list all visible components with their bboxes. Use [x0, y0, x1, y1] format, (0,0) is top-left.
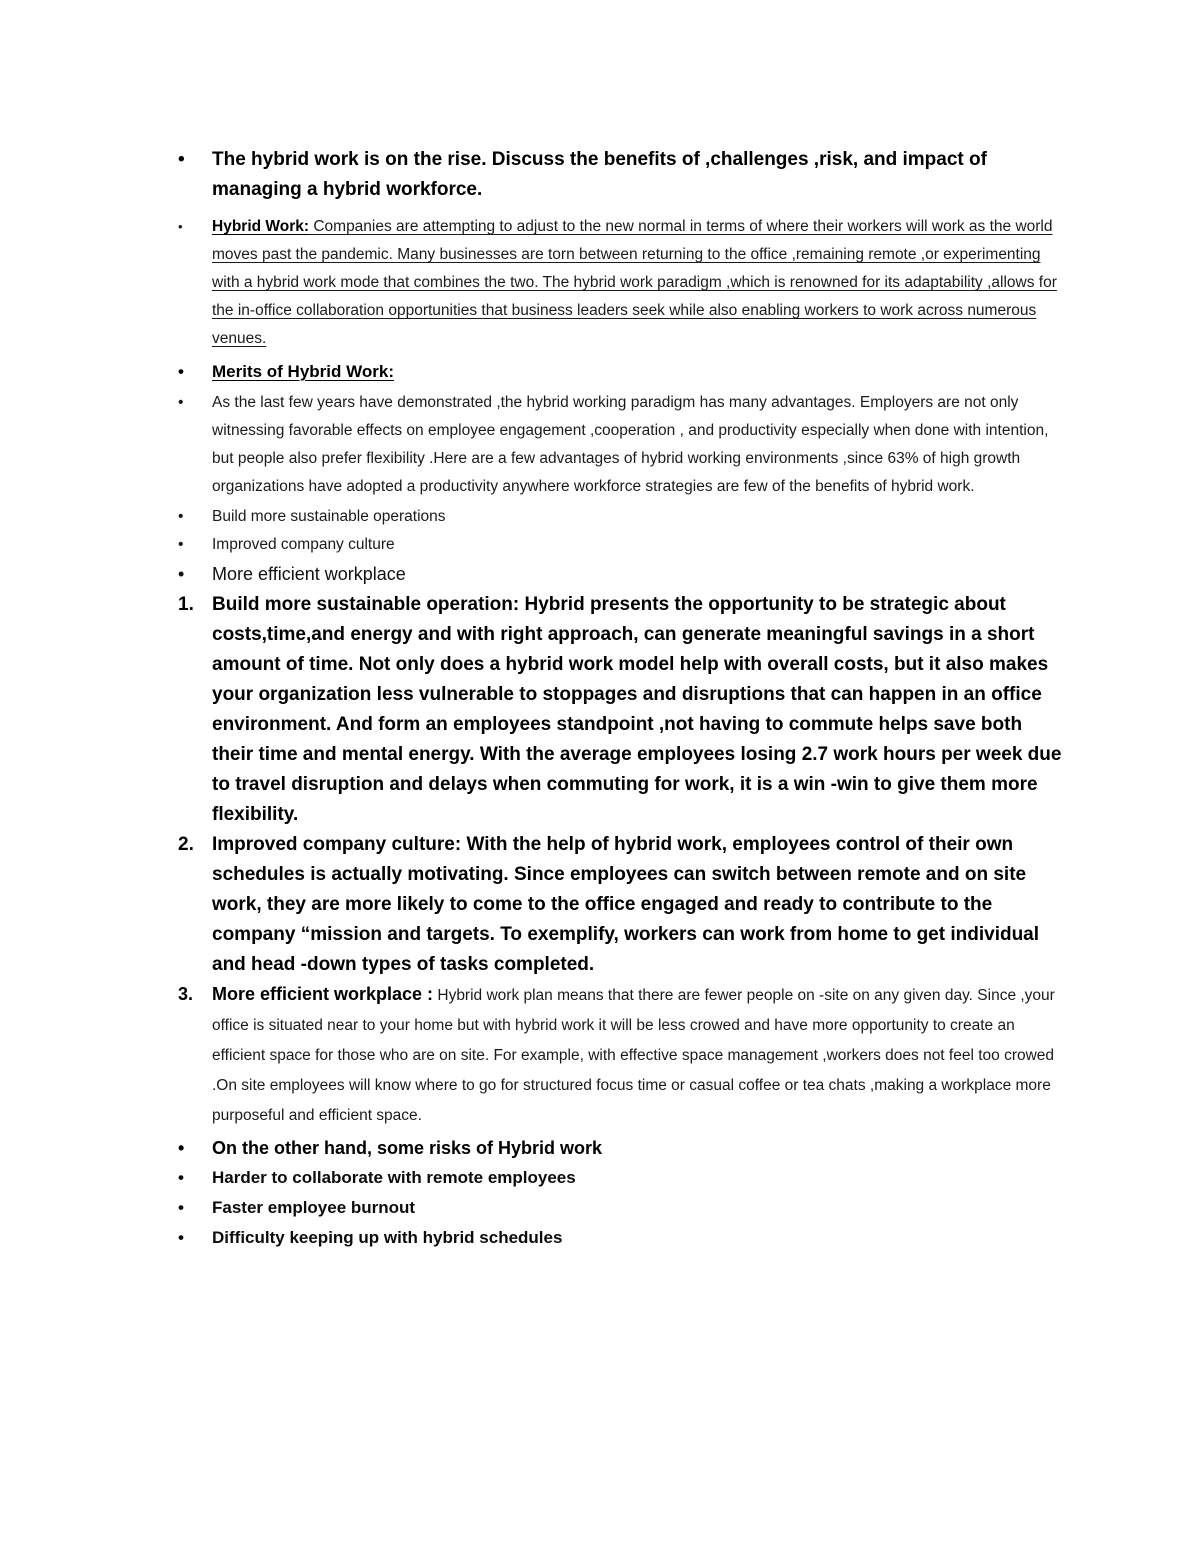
question-text: The hybrid work is on the rise. Discuss the benefits of ,challenges ,risk, and impact of managing a hybrid workforce.: [212, 149, 987, 200]
hybrid-work-text: Companies are attempting to adjust to the new normal in terms of where their workers will work as the world moves past the pandemic. Many businesses are torn between returning to the office ,remaining remote ,or experimenting with a hybrid work mode that combines the two. The hybrid work paradigm ,which is renowned for its adaptability ,allows for the in-office collaboration opportunities that business leaders seek while also enabling workers to work across numerous venues.: [212, 218, 1057, 347]
list-number: 2.: [178, 834, 194, 855]
risk-bullet-text: Harder to collaborate with remote employees: [212, 1168, 576, 1187]
list-number: 3.: [178, 984, 194, 1004]
numbered-item-text: With the help of hybrid work, employees control of their own schedules is actually motivating. Since employees can switch between remote and on site work, they are more likely to come to the office engaged and ready to contribute to the company “mission and targets. To exemplify, workers can work from home to get individual and head -down types of tasks completed.: [212, 834, 1040, 975]
bullet-icon: •: [178, 362, 184, 381]
merits-heading: [178, 358, 1062, 386]
bullet-icon: •: [178, 219, 183, 234]
bullet-icon: •: [178, 394, 184, 411]
risks-heading: [178, 1133, 1062, 1163]
merits-intro-text: As the last few years have demonstrated ,the hybrid working paradigm has many advantages. Employers are not only witnessing favorable effects on employee engagement ,cooperation , and productivity especially when done with intention, but people also prefer flexibility .Here are a few advantages of hybrid working environments ,since 63% of high growth organizations have adopted a productivity anywhere workforce strategies are few of the benefits of hybrid work.: [212, 394, 1049, 495]
numbered-item-workplace: [178, 980, 1062, 1130]
merit-bullet-text: Build more sustainable operations: [212, 508, 446, 525]
bullet-icon: •: [178, 1228, 184, 1247]
question-bullet: [178, 145, 1062, 205]
top-bullet-list: [178, 145, 1062, 589]
numbered-item-text: Hybrid work plan means that there are fewer people on -site on any given day. Since ,your office is situated near to your home but with hybrid work it will be less crowed and have more opportunity to create an efficient space for those who are on site. For example, with effective space management ,workers does not feel too crowed .On site employees will know where to go for structured focus time or casual coffee or tea chats ,making a workplace more purposeful and efficient space.: [212, 987, 1055, 1124]
numbered-item-text: Hybrid presents the opportunity to be strategic about costs,time,and energy and with right approach, can generate meaningful savings in a short amount of time. Not only does a hybrid work model help with overall costs, but it also makes your organization less vulnerable to stoppages and disruptions that can happen in an office environment. And form an employees standpoint ,not having to commute helps save both their time and mental energy. With the average employees losing 2.7 work hours per week due to travel disruption and delays when commuting for work, it is a win -win to give them more flexibility.: [212, 594, 1062, 825]
bullet-icon: •: [178, 536, 184, 553]
bullet-icon: •: [178, 1138, 185, 1158]
bullet-icon: •: [178, 1168, 184, 1187]
merit-bullet-text: Improved company culture: [212, 536, 395, 553]
numbered-item-label: Build more sustainable operation:: [212, 594, 520, 615]
merit-bullet-sustainable: [178, 503, 1062, 531]
merits-intro-paragraph: [178, 389, 1062, 501]
bullet-icon: •: [178, 1198, 184, 1217]
risk-bullet-text: Faster employee burnout: [212, 1198, 416, 1217]
list-number: 1.: [178, 594, 194, 615]
numbered-item-sustainable: [178, 590, 1062, 830]
merit-bullet-culture: [178, 531, 1062, 559]
risk-bullet-collaborate: [178, 1163, 1062, 1193]
hybrid-work-label: Hybrid Work:: [212, 218, 310, 235]
bullet-icon: •: [178, 564, 185, 584]
numbered-item-label: More efficient workplace :: [212, 984, 434, 1004]
bullet-icon: •: [178, 508, 184, 525]
numbered-item-label: Improved company culture:: [212, 834, 462, 855]
merits-heading-text: Merits of Hybrid Work:: [212, 362, 394, 381]
risks-bullet-list: [178, 1133, 1062, 1253]
numbered-merits-list: [178, 590, 1062, 1130]
hybrid-work-paragraph: [178, 213, 1062, 353]
risk-bullet-schedules: [178, 1223, 1062, 1253]
merit-bullet-workplace: [178, 559, 1062, 589]
risk-bullet-text: Difficulty keeping up with hybrid schedules: [212, 1228, 563, 1247]
bullet-icon: •: [178, 149, 185, 170]
risk-bullet-burnout: [178, 1193, 1062, 1223]
numbered-item-culture: [178, 830, 1062, 980]
risks-heading-text: On the other hand, some risks of Hybrid work: [212, 1138, 603, 1158]
merit-bullet-text: More efficient workplace: [212, 564, 406, 584]
